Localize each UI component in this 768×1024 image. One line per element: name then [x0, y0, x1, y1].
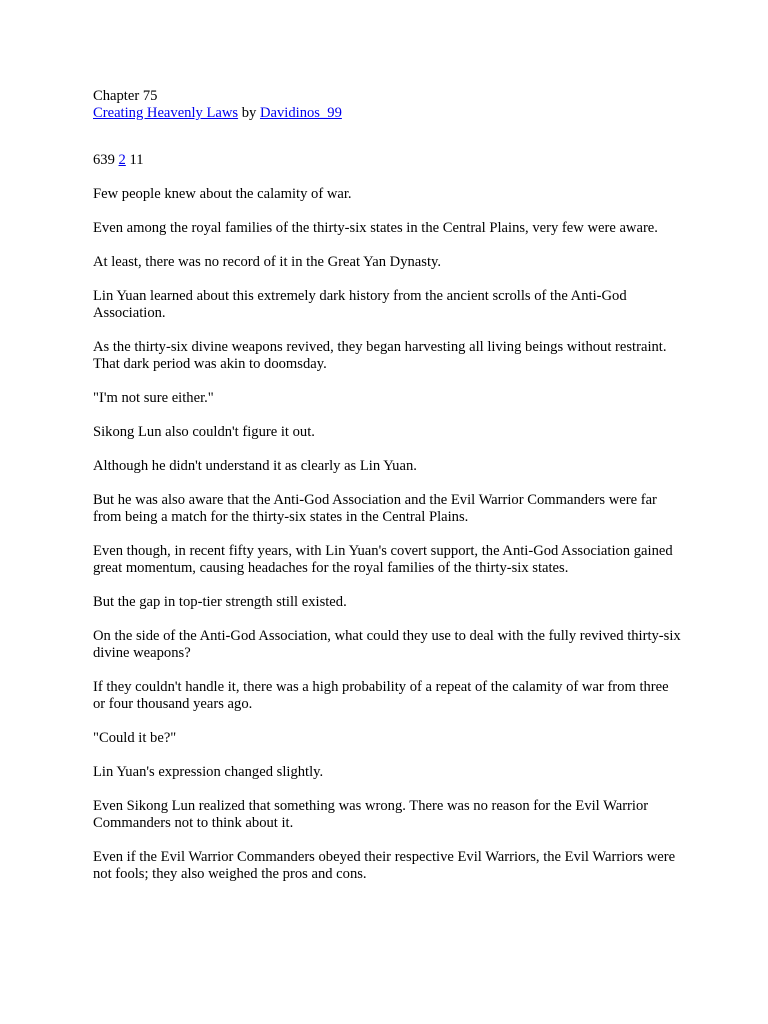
stat-first: 639	[93, 152, 115, 168]
paragraph: Even if the Evil Warrior Commanders obeyed their respective Evil Warriors, the Evil Warriors were not fools; they also weighed the pros and cons.	[93, 849, 676, 882]
paragraph: If they couldn't handle it, there was a high probability of a repeat of the calamity of war from three or four thousand years ago.	[93, 679, 669, 712]
byline	[93, 105, 683, 122]
paragraph: Even Sikong Lun realized that something was wrong. There was no reason for the Evil Warrior Commanders not to think about it.	[93, 798, 649, 831]
paragraph: Even among the royal families of the thirty-six states in the Central Plains, very few were aware.	[93, 220, 658, 236]
paragraph: Lin Yuan's expression changed slightly.	[93, 764, 324, 780]
by-word: by	[241, 105, 257, 121]
paragraph: Sikong Lun also couldn't figure it out.	[93, 424, 315, 440]
paragraph: Few people knew about the calamity of war.	[93, 186, 352, 202]
paragraph: "Could it be?"	[93, 730, 177, 746]
paragraph: As the thirty-six divine weapons revived, they began harvesting all living beings without restraint. That dark period was akin to doomsday.	[93, 339, 667, 372]
stat-last: 11	[129, 152, 144, 168]
stat-link[interactable]: 2	[118, 152, 126, 168]
book-title-link[interactable]: Creating Heavenly Laws	[93, 105, 239, 121]
paragraph: Although he didn't understand it as clearly as Lin Yuan.	[93, 458, 417, 474]
chapter-heading: Chapter 75	[93, 88, 158, 104]
paragraph: Lin Yuan learned about this extremely dark history from the ancient scrolls of the Anti-God Association.	[93, 288, 627, 321]
paragraph: But he was also aware that the Anti-God Association and the Evil Warrior Commanders were far from being a match for the thirty-six states in the Central Plains.	[93, 492, 657, 525]
author-link[interactable]: Davidinos_99	[259, 105, 342, 121]
paragraph: But the gap in top-tier strength still existed.	[93, 594, 347, 610]
paragraph: On the side of the Anti-God Association, what could they use to deal with the fully revived thirty-six divine weapons?	[93, 628, 681, 661]
chapter-content	[93, 88, 683, 883]
chapter-stats	[93, 152, 683, 169]
paragraph: At least, there was no record of it in the Great Yan Dynasty.	[93, 254, 441, 270]
paragraph: "I'm not sure either."	[93, 390, 214, 406]
paragraph: Even though, in recent fifty years, with Lin Yuan's covert support, the Anti-God Association gained great momentum, causing headaches for the royal families of the thirty-six states.	[93, 543, 673, 576]
